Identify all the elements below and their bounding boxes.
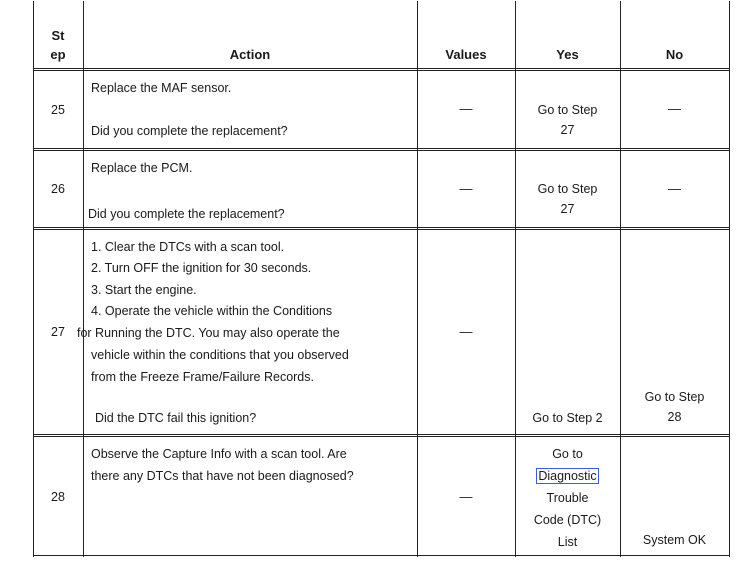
yes-goto: [515, 103, 620, 137]
yes-goto-line: Trouble: [546, 491, 589, 505]
no-result: System OK: [642, 533, 707, 547]
table-border-right: [729, 1, 730, 557]
yes-goto: [515, 447, 620, 549]
action-text: Replace the PCM.: [91, 161, 193, 175]
action-step: 2. Turn OFF the ignition for 30 seconds.: [91, 261, 312, 275]
no-goto-line: Go to Step: [644, 390, 705, 404]
yes-goto-line: 27: [560, 123, 575, 137]
diagnostic-table: [33, 1, 730, 557]
no-dash: —: [668, 181, 681, 196]
values-dash: —: [459, 101, 473, 116]
row-divider: [33, 227, 730, 230]
yes-goto-link-wrap: [515, 469, 620, 483]
action-step: for Running the DTC. You may also operate the: [77, 326, 340, 340]
action-question: Did you complete the replacement?: [88, 207, 285, 221]
action-step: 4. Operate the vehicle within the Conditions: [91, 304, 333, 318]
yes-goto: [515, 182, 620, 216]
yes-goto-line: Go to Step: [537, 182, 598, 196]
column-divider: [417, 1, 418, 557]
column-divider: [83, 1, 84, 557]
header-action: Action: [229, 47, 271, 62]
action-text: Replace the MAF sensor.: [91, 81, 232, 95]
header-values: Values: [445, 47, 487, 62]
values-dash: —: [459, 181, 473, 196]
yes-goto: Go to Step 2: [532, 411, 603, 425]
action-step: from the Freeze Frame/Failure Records.: [91, 370, 314, 384]
no-goto: [620, 390, 729, 424]
action-step: vehicle within the conditions that you observed: [91, 348, 349, 362]
row-divider: [33, 148, 730, 151]
values-dash: —: [459, 324, 473, 339]
yes-goto-line: 27: [560, 202, 575, 216]
action-step: 1. Clear the DTCs with a scan tool.: [91, 240, 285, 254]
action-text: there any DTCs that have not been diagnosed?: [91, 469, 354, 483]
action-question: Did the DTC fail this ignition?: [95, 411, 257, 425]
yes-goto-line: List: [557, 535, 578, 549]
yes-goto-line: Go to Step: [537, 103, 598, 117]
diagnostic-link[interactable]: Diagnostic: [538, 469, 597, 483]
action-step: 3. Start the engine.: [91, 283, 197, 297]
action-text: Observe the Capture Info with a scan tool. Are: [91, 447, 347, 461]
header-no: No: [665, 47, 684, 62]
action-question: Did you complete the replacement?: [91, 124, 288, 138]
no-goto-line: 28: [667, 410, 682, 424]
step-number: 28: [51, 490, 65, 504]
values-dash: —: [459, 489, 473, 504]
no-dash: —: [668, 101, 681, 116]
table-border-left: [33, 1, 34, 557]
row-divider: [33, 434, 730, 437]
header-step: [33, 29, 83, 62]
header-yes: Yes: [556, 47, 579, 62]
yes-goto-line: Go to: [552, 447, 583, 461]
yes-goto-line: Code (DTC): [533, 513, 602, 527]
header-step-line: ep: [50, 47, 66, 62]
step-number: 25: [51, 103, 65, 117]
table-border-bottom: [33, 555, 730, 556]
header-step-line: St: [51, 28, 65, 43]
step-number: 26: [51, 182, 65, 196]
column-divider: [620, 1, 621, 557]
step-number: 27: [51, 325, 65, 339]
row-divider: [33, 68, 730, 71]
